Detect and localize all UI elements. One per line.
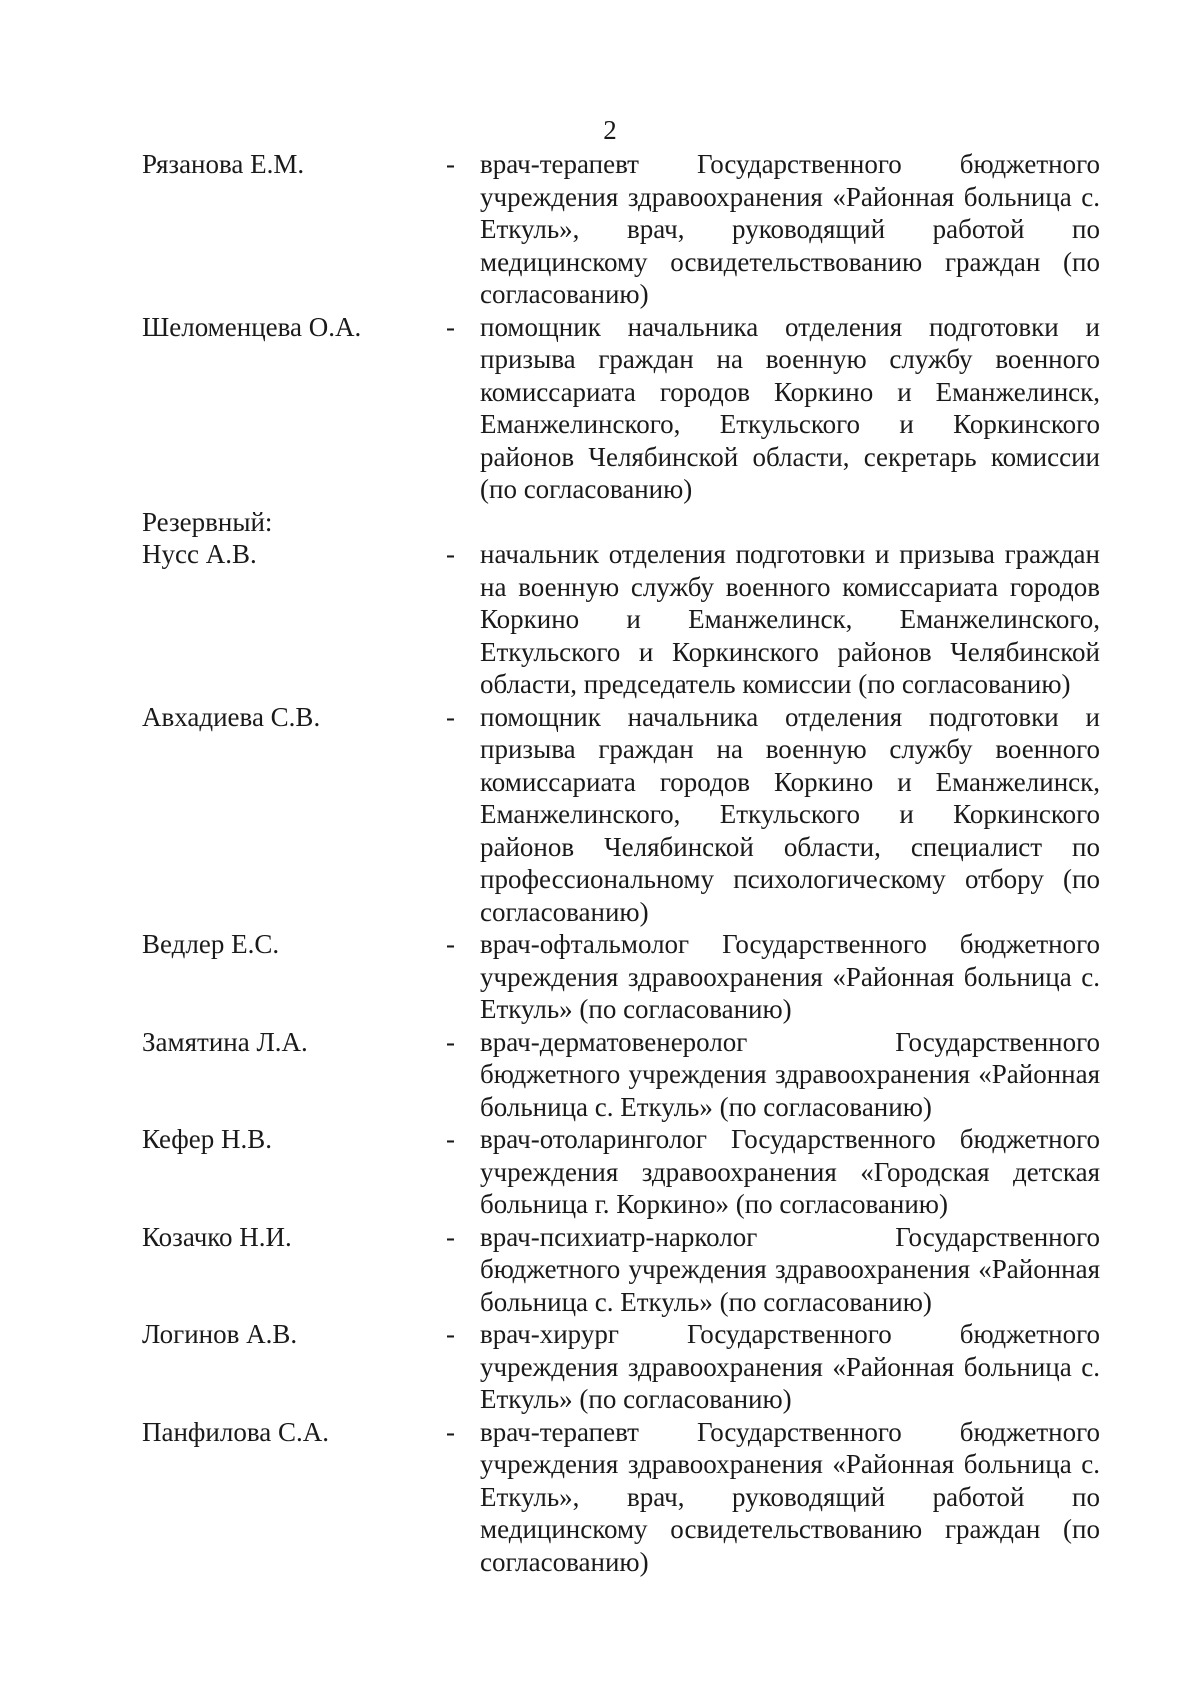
member-name: Рязанова Е.М. [142,149,305,179]
member-name: Замятина Л.А. [142,1026,308,1057]
member-entry [142,148,1102,311]
member-description: врач-терапевт Государственного бюджетного учреждения здравоохранения «Районная больница с. Еткуль», врач, руководящий работой по медицинскому освидетельствованию граждан (по согласованию) [480,149,1100,309]
members-list [142,148,1102,1578]
reserve-member-entry [142,1416,1102,1579]
member-description: врач-офтальмолог Государственного бюджетного учреждения здравоохранения «Районная больница с. Еткуль» (по согласованию) [480,929,1100,1024]
member-name: Ведлер Е.С. [142,929,280,959]
member-name: Кефер Н.В. [142,1124,273,1154]
member-description: врач-хирург Государственного бюджетного учреждения здравоохранения «Районная больница с. Еткуль» (по согласованию) [480,1319,1100,1414]
member-name: Логинов А.В. [142,1319,298,1349]
member-name: Козачко Н.И. [142,1221,292,1252]
member-dash: - [446,1319,455,1349]
member-dash: - [446,149,455,179]
member-description: врач-дерматовенеролог Государственного бюджетного учреждения здравоохранения «Районная больница с. Еткуль» (по согласованию) [480,1026,1100,1122]
reserve-member-entry [142,1318,1102,1416]
reserve-member-entry [142,1123,1102,1221]
reserve-section-title: Резервный: [142,506,273,537]
member-description: врач-терапевт Государственного бюджетного учреждения здравоохранения «Районная больница с. Еткуль», врач, руководящий работой по медицинскому освидетельствованию граждан (по согласованию) [480,1416,1100,1577]
member-dash: - [446,929,455,959]
member-dash: - [446,1416,455,1447]
member-entry [142,311,1102,506]
member-dash: - [446,539,455,569]
member-description: врач-психиатр-нарколог Государственного бюджетного учреждения здравоохранения «Районная больница с. Еткуль» (по согласованию) [480,1221,1100,1317]
reserve-member-entry [142,1221,1102,1319]
member-name: Шеломенцева О.А. [142,311,362,342]
reserve-member-entry [142,928,1102,1026]
member-description: начальник отделения подготовки и призыва граждан на военную службу военного комиссариата городов Коркино и Еманжелинск, Еманжелинского, Еткульского и Коркинского районов Челябинской области, председатель комиссии (по согласованию) [480,539,1100,699]
member-description: помощник начальника отделения подготовки и призыва граждан на военную службу военного комиссариата городов Коркино и Еманжелинск, Еманжелинского, Еткульского и Коркинского районов Челябинской области, специалист по профессиональному психологическому отбору (по согласованию) [480,701,1100,927]
member-description: помощник начальника отделения подготовки и призыва граждан на военную службу военного комиссариата городов Коркино и Еманжелинск, Еманжелинского, Еткульского и Коркинского районов Челябинской области, секретарь комиссии (по согласованию) [480,311,1100,504]
member-dash: - [446,1221,455,1252]
reserve-member-entry [142,701,1102,929]
member-dash: - [446,701,455,732]
reserve-member-entry [142,1026,1102,1124]
member-name: Панфилова С.А. [142,1416,329,1447]
reserve-member-entry [142,538,1102,701]
member-description: врач-отоларинголог Государственного бюджетного учреждения здравоохранения «Городская детская больница г. Коркино» (по согласованию) [480,1124,1100,1219]
member-dash: - [446,1124,455,1154]
page-number: 2 [603,115,617,145]
member-name: Авхадиева С.В. [142,701,321,732]
member-dash: - [446,311,455,342]
member-name: Нусс А.В. [142,539,257,569]
member-dash: - [446,1026,455,1057]
